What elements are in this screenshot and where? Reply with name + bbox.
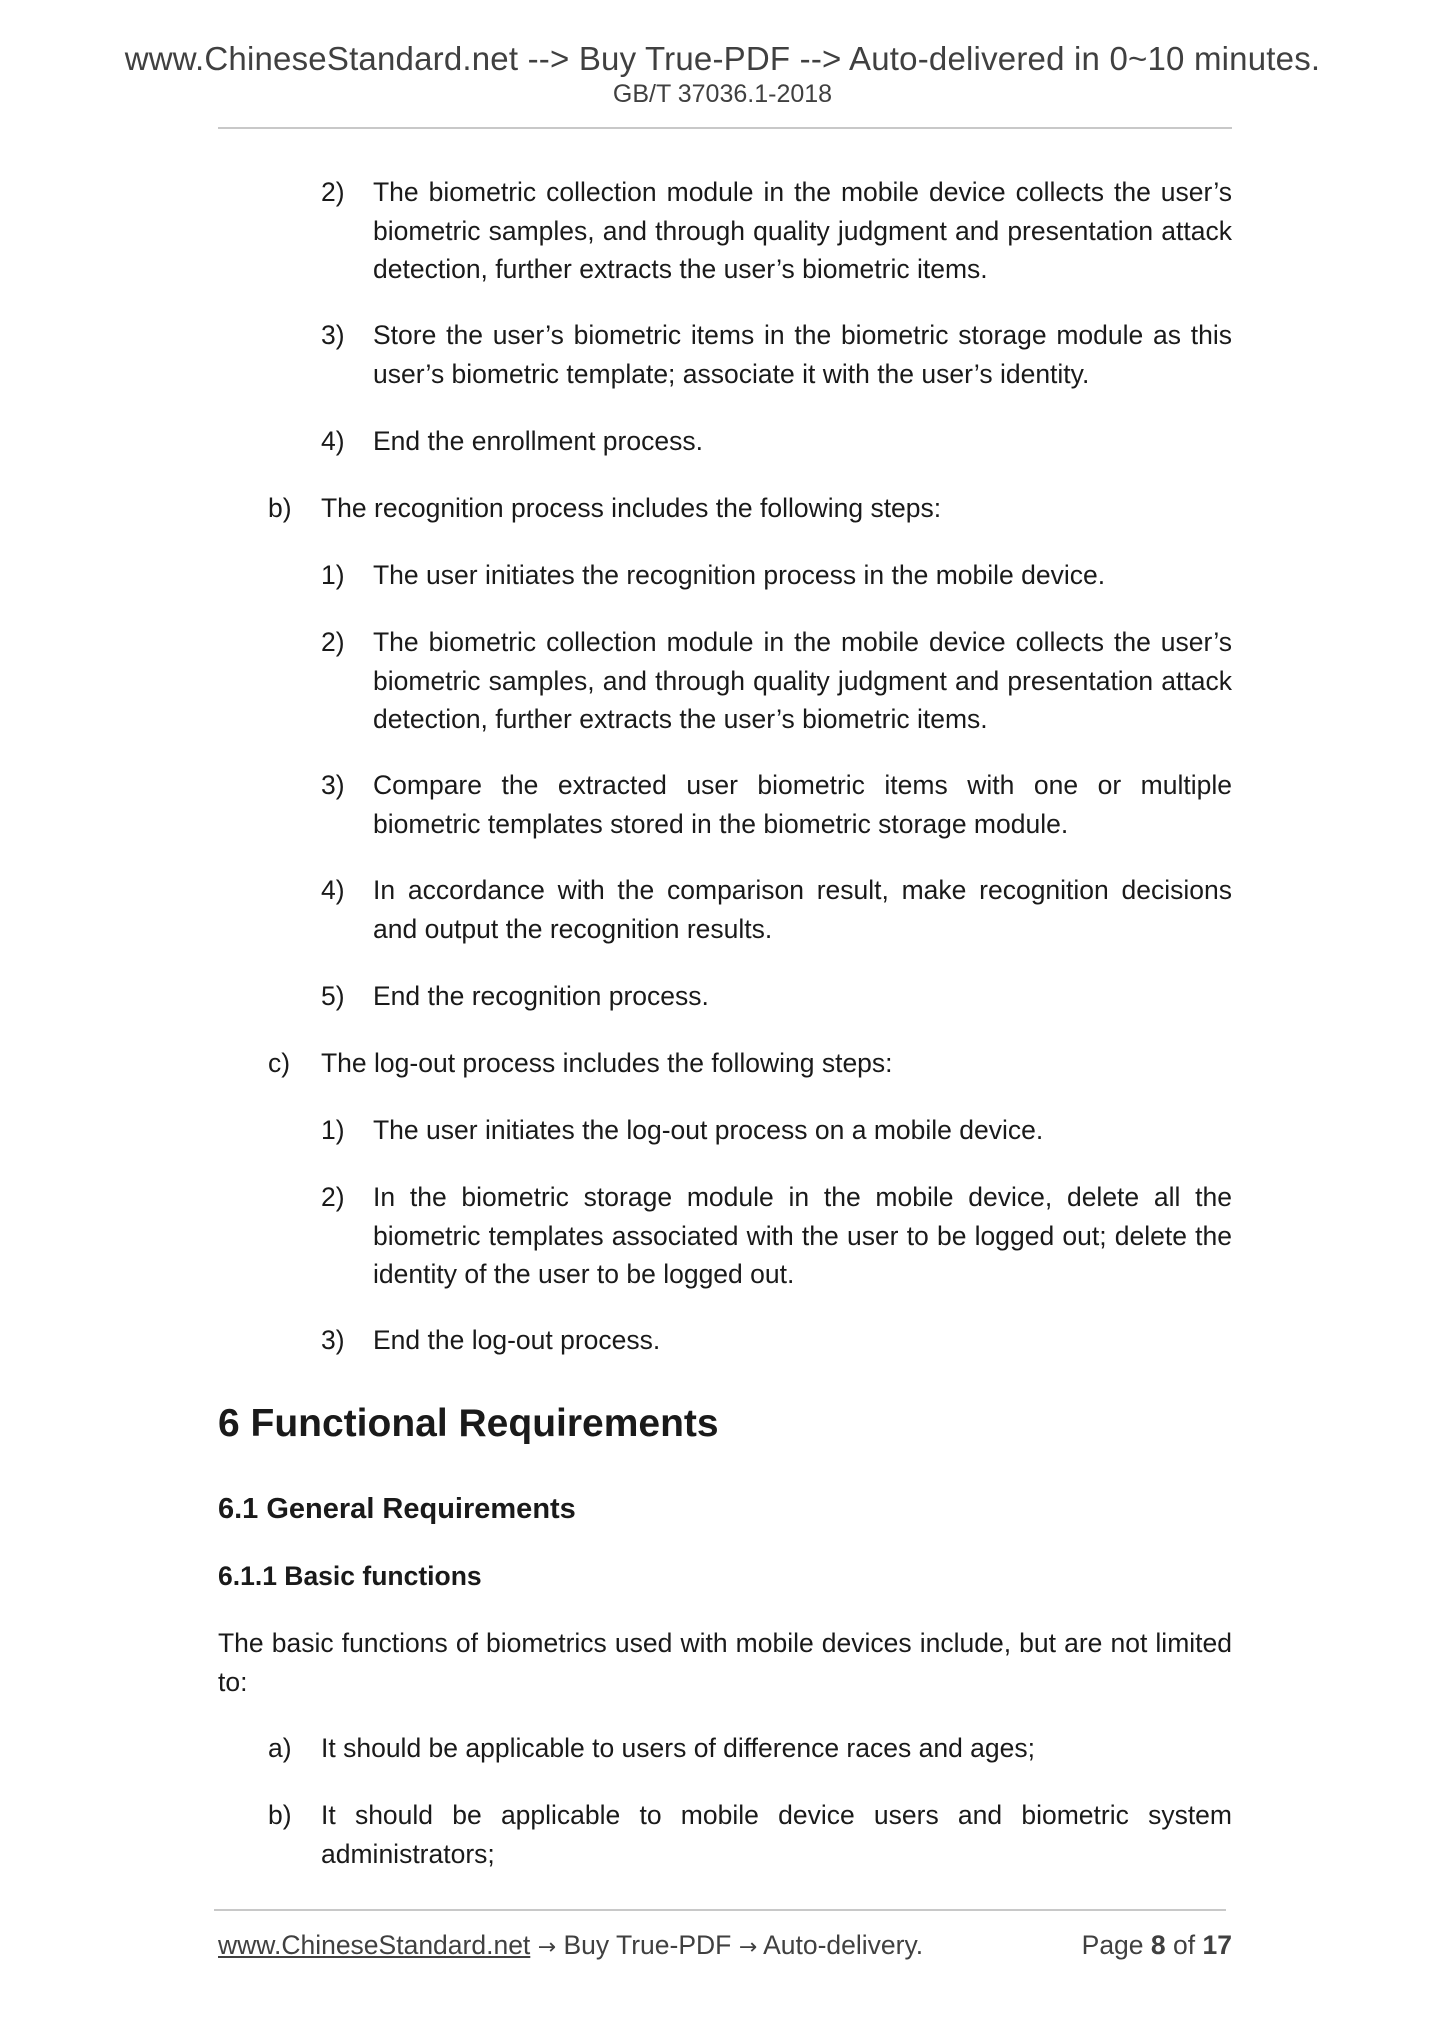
list-item-text: The log-out process includes the following steps: bbox=[321, 1048, 893, 1078]
arrow-right-icon: → bbox=[738, 1935, 758, 1960]
list-item-text: End the enrollment process. bbox=[373, 426, 703, 456]
list-marker: 5) bbox=[321, 981, 345, 1011]
list-marker: 2) bbox=[321, 177, 345, 207]
list-marker: 3) bbox=[321, 770, 345, 800]
section-heading-6: 6 Functional Requirements bbox=[218, 1402, 719, 1445]
list-marker: 4) bbox=[321, 426, 345, 456]
footer-buy-text: Buy True-PDF bbox=[563, 1930, 732, 1960]
header-banner: www.ChineseStandard.net --> Buy True-PDF --> Auto-delivered in 0~10 minutes. bbox=[124, 40, 1321, 77]
footer-links bbox=[218, 1928, 923, 1965]
total-pages: 17 bbox=[1202, 1930, 1232, 1960]
list-marker: c) bbox=[268, 1048, 291, 1078]
list-marker: 3) bbox=[321, 320, 345, 350]
list-item-text: It should be applicable to users of difference races and ages; bbox=[321, 1733, 1035, 1763]
list-item-text: End the log-out process. bbox=[373, 1325, 661, 1355]
list-item-text: The recognition process includes the following steps: bbox=[321, 493, 942, 523]
list-item-text: Store the user’s biometric items in the biometric storage module as this user’s biometric template; associate it with the user’s identity. bbox=[373, 320, 1232, 389]
list-marker: 1) bbox=[321, 1115, 345, 1145]
list-marker: a) bbox=[268, 1733, 292, 1763]
list-item-text: Compare the extracted user biometric items with one or multiple biometric templates stored in the biometric storage module. bbox=[373, 770, 1232, 839]
subsection-heading-6-1-1: 6.1.1 Basic functions bbox=[218, 1561, 482, 1591]
list-item-text: The user initiates the recognition process in the mobile device. bbox=[373, 560, 1106, 590]
list-marker: 2) bbox=[321, 1182, 345, 1212]
list-item-text: The user initiates the log-out process on a mobile device. bbox=[373, 1115, 1044, 1145]
list-marker: 3) bbox=[321, 1325, 345, 1355]
list-marker: 2) bbox=[321, 627, 345, 657]
list-marker: 4) bbox=[321, 875, 345, 905]
subsection-heading-6-1: 6.1 General Requirements bbox=[218, 1493, 576, 1525]
paragraph: The basic functions of biometrics used with mobile devices include, but are not limited to: bbox=[218, 1628, 1232, 1697]
footer-delivery-text: Auto-delivery. bbox=[763, 1930, 924, 1960]
header-divider bbox=[218, 127, 1232, 129]
footer-site-link[interactable]: www.ChineseStandard.net bbox=[218, 1930, 531, 1960]
list-item-text: In the biometric storage module in the mobile device, delete all the biometric templates associated with the user to be logged out; delete the identity of the user to be logged out. bbox=[373, 1182, 1232, 1289]
list-item-text: In accordance with the comparison result, make recognition decisions and output the recognition results. bbox=[373, 875, 1232, 944]
of-label: of bbox=[1173, 1930, 1196, 1960]
page-indicator bbox=[1082, 1928, 1232, 1962]
footer-divider bbox=[214, 1909, 1226, 1911]
list-marker: b) bbox=[268, 493, 292, 523]
arrow-right-icon: → bbox=[537, 1935, 557, 1960]
list-item-text: It should be applicable to mobile device users and biometric system administrators; bbox=[321, 1800, 1232, 1869]
standard-code: GB/T 37036.1-2018 bbox=[612, 80, 833, 108]
page-number: 8 bbox=[1150, 1930, 1166, 1960]
list-item-text: End the recognition process. bbox=[373, 981, 709, 1011]
list-marker: b) bbox=[268, 1800, 292, 1830]
list-marker: 1) bbox=[321, 560, 345, 590]
list-item-text: The biometric collection module in the mobile device collects the user’s biometric samples, and through quality judgment and presentation attack detection, further extracts the user’s biometric items. bbox=[373, 177, 1232, 284]
page-label: Page bbox=[1081, 1930, 1144, 1960]
list-item-text: The biometric collection module in the mobile device collects the user’s biometric samples, and through quality judgment and presentation attack detection, further extracts the user’s biometric items. bbox=[373, 627, 1232, 734]
